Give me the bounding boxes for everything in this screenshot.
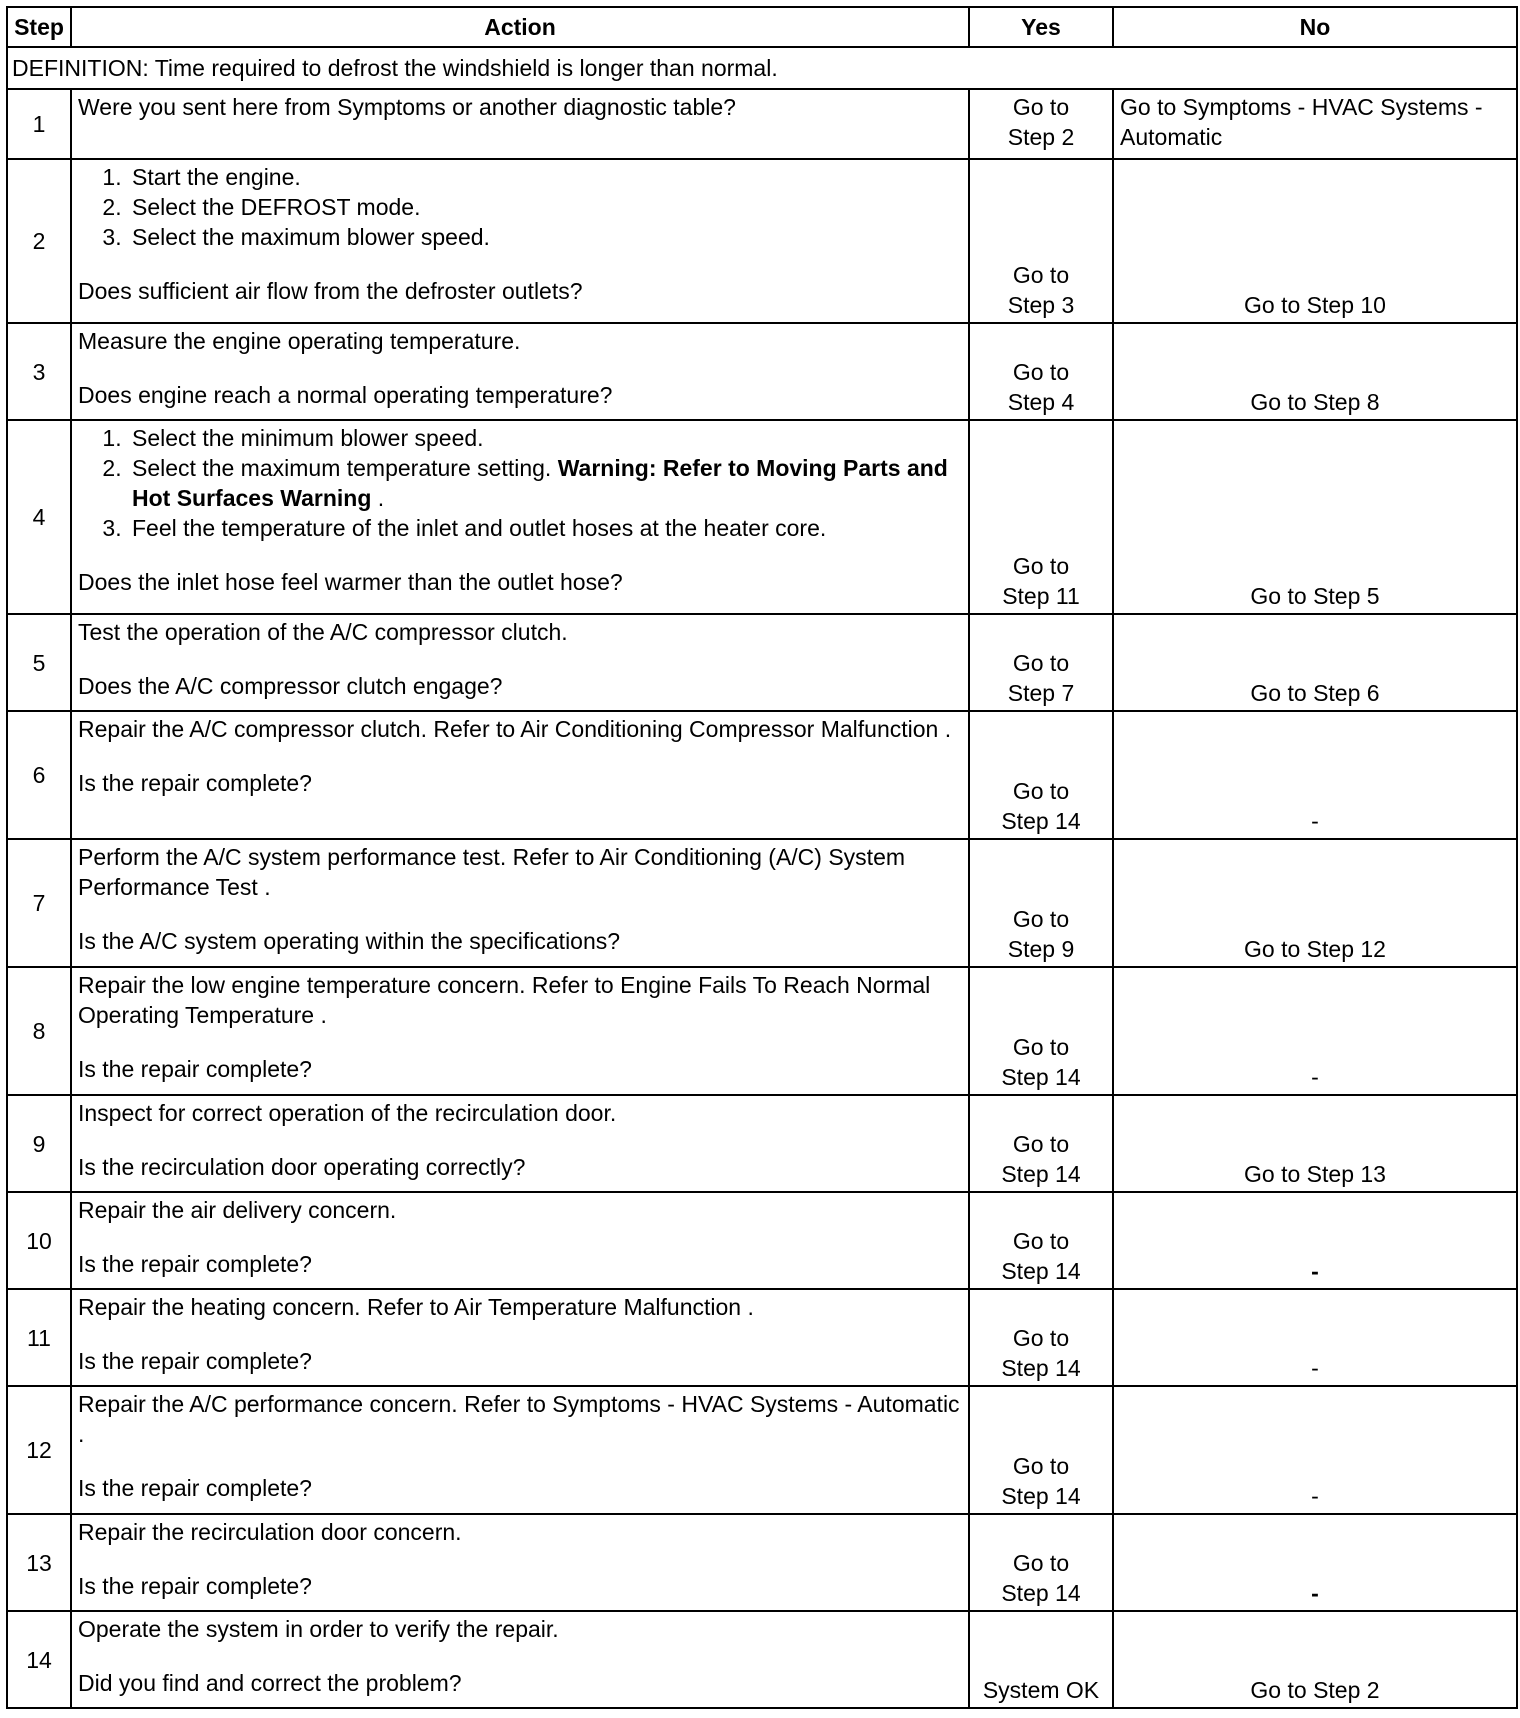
- action-text: Repair the A/C performance concern. Refer to Symptoms - HVAC Systems - Automatic .: [78, 1391, 960, 1447]
- list-item: 3. Feel the temperature of the inlet and outlet hoses at the heater core.: [128, 513, 962, 543]
- list-item-period: .: [371, 485, 385, 511]
- action-question: Is the repair complete?: [78, 1348, 312, 1374]
- action-cell: [71, 89, 969, 159]
- action-text: Inspect for correct operation of the recirculation door.: [78, 1100, 617, 1126]
- action-question: Is the repair complete?: [78, 1475, 312, 1501]
- step-number: 6: [7, 711, 71, 839]
- action-cell: [71, 839, 969, 967]
- yes-cell: Go to Step 14: [969, 1095, 1113, 1192]
- no-cell: Go to Step 13: [1113, 1095, 1517, 1192]
- action-steps-list: [78, 162, 962, 252]
- action-cell: [71, 1289, 969, 1386]
- action-cell: [71, 420, 969, 614]
- step-number: 10: [7, 1192, 71, 1289]
- action-cell: [71, 1095, 969, 1192]
- action-question: Does sufficient air flow from the defroster outlets?: [78, 278, 583, 304]
- step-number: 14: [7, 1611, 71, 1708]
- no-cell: -: [1113, 1514, 1517, 1611]
- step-number: 11: [7, 1289, 71, 1386]
- step-number: 4: [7, 420, 71, 614]
- action-cell: [71, 967, 969, 1095]
- action-question: Does the A/C compressor clutch engage?: [78, 673, 503, 699]
- yes-cell: Go to Step 14: [969, 1514, 1113, 1611]
- yes-cell: Go to Step 14: [969, 711, 1113, 839]
- list-item: 2. Select the DEFROST mode.: [128, 192, 962, 222]
- action-cell: [71, 711, 969, 839]
- action-cell: [71, 1514, 969, 1611]
- no-cell: Go to Step 5: [1113, 420, 1517, 614]
- action-question: Does the inlet hose feel warmer than the outlet hose?: [78, 569, 623, 595]
- action-cell: [71, 1192, 969, 1289]
- yes-cell: Go to Step 7: [969, 614, 1113, 711]
- spacer: [78, 1449, 962, 1473]
- action-cell: [71, 614, 969, 711]
- table-row: [7, 323, 1517, 420]
- spacer: [78, 1644, 962, 1668]
- action-text: Test the operation of the A/C compressor clutch.: [78, 619, 568, 645]
- table-row: [7, 1611, 1517, 1708]
- action-cell: [71, 1386, 969, 1514]
- action-question: Does engine reach a normal operating temperature?: [78, 382, 613, 408]
- no-cell: -: [1113, 1289, 1517, 1386]
- action-cell: [71, 1611, 969, 1708]
- table-row: [7, 839, 1517, 967]
- action-text: Repair the recirculation door concern.: [78, 1519, 462, 1545]
- spacer: [78, 1322, 962, 1346]
- list-item: 1. Select the minimum blower speed.: [128, 423, 962, 453]
- action-text: Were you sent here from Symptoms or another diagnostic table?: [78, 94, 736, 120]
- no-cell: Go to Step 8: [1113, 323, 1517, 420]
- no-cell: Go to Step 2: [1113, 1611, 1517, 1708]
- spacer: [78, 647, 962, 671]
- definition-row: [7, 47, 1517, 89]
- yes-cell: Go to Step 14: [969, 1386, 1113, 1514]
- yes-cell: Go to Step 9: [969, 839, 1113, 967]
- list-item: 1. Start the engine.: [128, 162, 962, 192]
- yes-cell: Go to Step 11: [969, 420, 1113, 614]
- table-row: [7, 1095, 1517, 1192]
- definition-text: DEFINITION: Time required to defrost the windshield is longer than normal.: [7, 47, 1517, 89]
- warning-link[interactable]: Warning: Refer to Moving Parts and Hot Surfaces Warning: [132, 455, 948, 511]
- action-text: Repair the heating concern. Refer to Air Temperature Malfunction .: [78, 1294, 754, 1320]
- no-cell: Go to Step 10: [1113, 159, 1517, 323]
- action-cell: [71, 323, 969, 420]
- table-row: [7, 1289, 1517, 1386]
- table-row: [7, 420, 1517, 614]
- spacer: [78, 543, 962, 567]
- action-question: Is the A/C system operating within the specifications?: [78, 928, 621, 954]
- step-number: 2: [7, 159, 71, 323]
- spacer: [78, 1128, 962, 1152]
- no-cell: Go to Step 12: [1113, 839, 1517, 967]
- yes-cell: Go to Step 14: [969, 967, 1113, 1095]
- action-cell: [71, 159, 969, 323]
- header-yes: Yes: [969, 7, 1113, 47]
- yes-cell: Go to Step 14: [969, 1192, 1113, 1289]
- action-text: Measure the engine operating temperature.: [78, 328, 521, 354]
- spacer: [78, 744, 962, 768]
- action-question: Is the repair complete?: [78, 770, 312, 796]
- action-question: Is the repair complete?: [78, 1251, 312, 1277]
- diagnostic-table: [6, 6, 1518, 1709]
- action-question: Is the repair complete?: [78, 1056, 312, 1082]
- step-number: 13: [7, 1514, 71, 1611]
- step-number: 12: [7, 1386, 71, 1514]
- table-row: [7, 89, 1517, 159]
- table-row: [7, 1386, 1517, 1514]
- no-cell: -: [1113, 1192, 1517, 1289]
- list-item: [128, 453, 962, 513]
- spacer: [78, 1030, 962, 1054]
- yes-cell: Go to Step 3: [969, 159, 1113, 323]
- action-question: Did you find and correct the problem?: [78, 1670, 462, 1696]
- step-number: 9: [7, 1095, 71, 1192]
- no-cell: -: [1113, 1386, 1517, 1514]
- action-text: Perform the A/C system performance test. Refer to Air Conditioning (A/C) System Performance Test .: [78, 844, 906, 900]
- yes-cell: Go to Step 2: [969, 89, 1113, 159]
- step-number: 1: [7, 89, 71, 159]
- list-item: 3. Select the maximum blower speed.: [128, 222, 962, 252]
- spacer: [78, 1547, 962, 1571]
- table-row: [7, 967, 1517, 1095]
- action-text: Operate the system in order to verify the repair.: [78, 1616, 559, 1642]
- step-number: 5: [7, 614, 71, 711]
- no-cell: -: [1113, 967, 1517, 1095]
- table-header-row: [7, 7, 1517, 47]
- spacer: [78, 1225, 962, 1249]
- action-text: Repair the A/C compressor clutch. Refer to Air Conditioning Compressor Malfunction .: [78, 716, 952, 742]
- table-row: [7, 1192, 1517, 1289]
- no-cell: Go to Symptoms - HVAC Systems - Automatic: [1113, 89, 1517, 159]
- yes-cell: Go to Step 14: [969, 1289, 1113, 1386]
- spacer: [78, 356, 962, 380]
- yes-cell: Go to Step 4: [969, 323, 1113, 420]
- list-item-text: Select the maximum temperature setting.: [132, 455, 552, 481]
- spacer: [78, 252, 962, 276]
- action-text: Repair the low engine temperature concern. Refer to Engine Fails To Reach Normal Operating Temperature .: [78, 972, 931, 1028]
- table-row: [7, 614, 1517, 711]
- action-text: Repair the air delivery concern.: [78, 1197, 397, 1223]
- action-question: Is the recirculation door operating correctly?: [78, 1154, 526, 1180]
- step-number: 3: [7, 323, 71, 420]
- table-row: [7, 711, 1517, 839]
- table-row: [7, 159, 1517, 323]
- no-cell: -: [1113, 711, 1517, 839]
- action-steps-list: [78, 423, 962, 543]
- step-number: 8: [7, 967, 71, 1095]
- yes-cell: System OK: [969, 1611, 1113, 1708]
- action-question: Is the repair complete?: [78, 1573, 312, 1599]
- step-number: 7: [7, 839, 71, 967]
- table-row: [7, 1514, 1517, 1611]
- spacer: [78, 902, 962, 926]
- header-action: Action: [71, 7, 969, 47]
- header-no: No: [1113, 7, 1517, 47]
- header-step: Step: [7, 7, 71, 47]
- no-cell: Go to Step 6: [1113, 614, 1517, 711]
